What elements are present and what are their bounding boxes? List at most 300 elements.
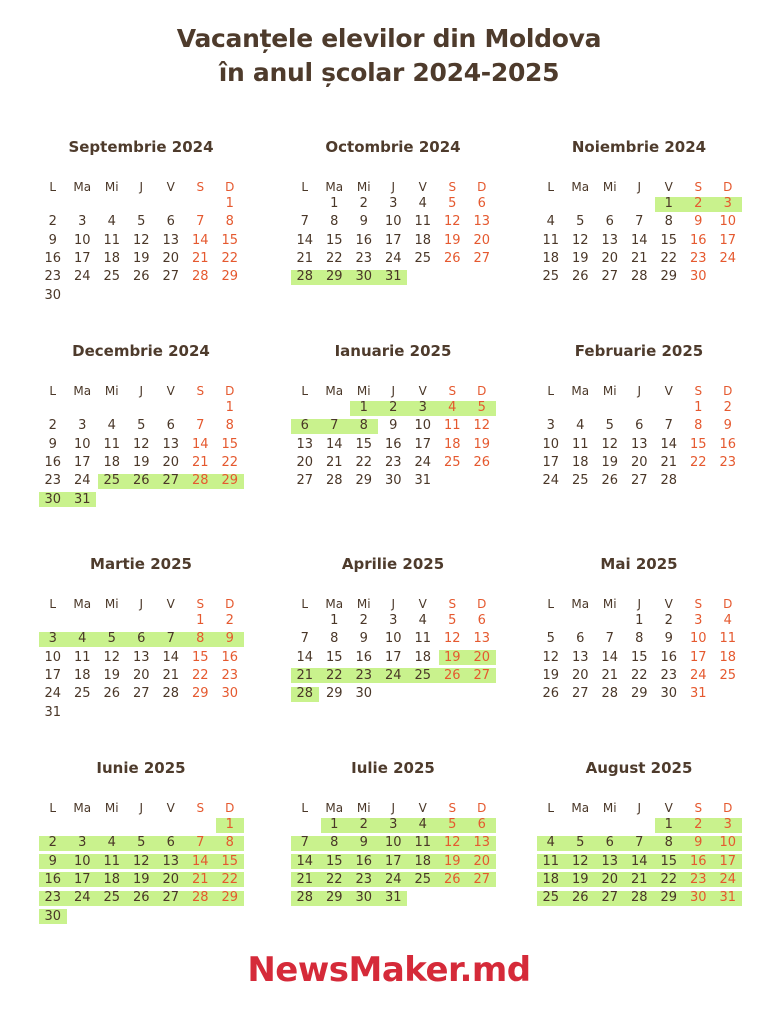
month-title: Septembrie 2024 bbox=[68, 138, 214, 156]
day-cell: 26 bbox=[571, 890, 589, 906]
day-cell: 2 bbox=[664, 613, 673, 628]
weekday-header: D bbox=[723, 180, 733, 194]
day-cell: 12 bbox=[601, 436, 619, 452]
day-cell: 23 bbox=[689, 871, 707, 887]
day-cell: 5 bbox=[137, 418, 146, 434]
day-cell: 14 bbox=[191, 436, 209, 452]
day-cell: 2 bbox=[359, 817, 368, 832]
day-cell: 13 bbox=[473, 214, 491, 230]
day-cell: 6 bbox=[605, 835, 614, 851]
weekday-header: L bbox=[301, 597, 309, 611]
day-cell: 7 bbox=[635, 214, 644, 230]
weekday-header: J bbox=[139, 801, 144, 815]
day-cell: 27 bbox=[162, 269, 180, 285]
day-cell: 21 bbox=[296, 667, 314, 683]
day-cell: 25 bbox=[73, 686, 91, 702]
day-cell: 3 bbox=[389, 613, 398, 628]
weekday-header: D bbox=[225, 597, 235, 611]
weekday-header: V bbox=[166, 597, 175, 611]
day-cell: 23 bbox=[355, 871, 373, 887]
month-title: Februarie 2025 bbox=[574, 342, 704, 360]
day-cell: 5 bbox=[448, 817, 457, 832]
weekday-header: D bbox=[477, 180, 487, 194]
day-cell: 16 bbox=[355, 649, 373, 665]
day-cell: 11 bbox=[542, 853, 560, 869]
day-cell: 1 bbox=[664, 196, 673, 211]
weekday-header: L bbox=[301, 180, 309, 194]
day-cell: 4 bbox=[107, 418, 116, 434]
day-cell: 3 bbox=[418, 400, 427, 415]
weekday-header: L bbox=[49, 801, 57, 815]
day-cell: 10 bbox=[542, 436, 560, 452]
day-cell: 2 bbox=[389, 400, 398, 415]
month-title: Ianuarie 2025 bbox=[334, 342, 452, 360]
day-cell: 14 bbox=[191, 853, 209, 869]
weekday-header: S bbox=[448, 597, 457, 611]
day-cell: 29 bbox=[325, 890, 343, 906]
day-cell: 27 bbox=[630, 473, 648, 489]
day-cell: 28 bbox=[601, 686, 619, 702]
day-cell: 3 bbox=[723, 196, 732, 211]
day-cell: 26 bbox=[571, 269, 589, 285]
day-cell: 5 bbox=[477, 400, 486, 415]
day-cell: 20 bbox=[162, 871, 180, 887]
day-cell: 14 bbox=[191, 232, 209, 248]
day-cell: 14 bbox=[162, 649, 180, 665]
month-title: Iunie 2025 bbox=[96, 759, 186, 777]
weekday-header: L bbox=[547, 384, 555, 398]
day-cell: 3 bbox=[389, 196, 398, 211]
day-cell: 2 bbox=[48, 214, 57, 230]
day-cell: 15 bbox=[325, 232, 343, 248]
day-cell: 30 bbox=[44, 908, 62, 924]
day-cell: 22 bbox=[689, 454, 707, 470]
day-cell: 21 bbox=[191, 250, 209, 266]
day-cell: 9 bbox=[48, 436, 57, 452]
weekday-header: L bbox=[301, 801, 309, 815]
weekday-header: L bbox=[547, 597, 555, 611]
day-cell: 21 bbox=[191, 871, 209, 887]
day-cell: 25 bbox=[414, 871, 432, 887]
day-cell: 8 bbox=[225, 418, 234, 434]
day-cell: 9 bbox=[723, 418, 732, 434]
day-cell: 14 bbox=[601, 649, 619, 665]
day-cell: 12 bbox=[571, 853, 589, 869]
day-cell: 13 bbox=[473, 835, 491, 851]
day-cell: 14 bbox=[660, 436, 678, 452]
day-cell: 16 bbox=[44, 871, 62, 887]
weekday-header: V bbox=[166, 801, 175, 815]
day-cell: 22 bbox=[660, 871, 678, 887]
day-cell: 13 bbox=[571, 649, 589, 665]
day-cell: 19 bbox=[542, 667, 560, 683]
day-cell: 18 bbox=[103, 250, 121, 266]
newsmaker-logo: NewsMaker.md bbox=[247, 950, 531, 990]
day-cell: 29 bbox=[355, 473, 373, 489]
day-cell: 11 bbox=[719, 631, 737, 647]
day-cell: 9 bbox=[694, 214, 703, 230]
month-title: Mai 2025 bbox=[600, 555, 678, 573]
weekday-header: V bbox=[418, 180, 427, 194]
day-cell: 7 bbox=[635, 835, 644, 851]
weekday-header: S bbox=[196, 384, 205, 398]
day-cell: 4 bbox=[576, 418, 585, 434]
weekday-header: S bbox=[196, 801, 205, 815]
day-cell: 28 bbox=[162, 686, 180, 702]
day-cell: 1 bbox=[664, 817, 673, 832]
day-cell: 31 bbox=[44, 704, 62, 720]
day-cell: 13 bbox=[601, 853, 619, 869]
weekday-header: D bbox=[225, 180, 235, 194]
day-cell: 22 bbox=[221, 454, 239, 470]
day-cell: 4 bbox=[107, 835, 116, 851]
weekday-header: L bbox=[547, 801, 555, 815]
day-cell: 28 bbox=[296, 269, 314, 285]
day-cell: 18 bbox=[542, 871, 560, 887]
day-cell: 16 bbox=[44, 250, 62, 266]
day-cell: 17 bbox=[73, 454, 91, 470]
weekday-header: L bbox=[301, 384, 309, 398]
day-cell: 27 bbox=[571, 686, 589, 702]
day-cell: 8 bbox=[664, 214, 673, 230]
day-cell: 15 bbox=[221, 853, 239, 869]
day-cell: 24 bbox=[689, 667, 707, 683]
day-cell: 16 bbox=[355, 853, 373, 869]
day-cell: 19 bbox=[132, 250, 150, 266]
day-cell: 22 bbox=[355, 454, 373, 470]
day-cell: 5 bbox=[546, 631, 555, 647]
day-cell: 16 bbox=[719, 436, 737, 452]
weekday-header: L bbox=[547, 180, 555, 194]
day-cell: 30 bbox=[689, 890, 707, 906]
day-cell: 15 bbox=[630, 649, 648, 665]
day-cell: 7 bbox=[300, 214, 309, 230]
day-cell: 26 bbox=[601, 473, 619, 489]
day-cell: 22 bbox=[325, 667, 343, 683]
day-cell: 4 bbox=[78, 631, 87, 647]
day-cell: 26 bbox=[443, 250, 461, 266]
day-cell: 7 bbox=[196, 835, 205, 851]
day-cell: 23 bbox=[689, 250, 707, 266]
day-cell: 19 bbox=[443, 649, 461, 665]
month-title: Iulie 2025 bbox=[351, 759, 435, 777]
day-cell: 12 bbox=[132, 853, 150, 869]
day-cell: 21 bbox=[601, 667, 619, 683]
weekday-header: D bbox=[723, 597, 733, 611]
day-cell: 18 bbox=[414, 649, 432, 665]
day-cell: 19 bbox=[443, 232, 461, 248]
weekday-header: Ma bbox=[73, 597, 92, 611]
day-cell: 1 bbox=[225, 196, 234, 211]
day-cell: 1 bbox=[330, 817, 339, 832]
day-cell: 28 bbox=[296, 890, 314, 906]
day-cell: 25 bbox=[542, 890, 560, 906]
day-cell: 28 bbox=[325, 473, 343, 489]
day-cell: 30 bbox=[355, 890, 373, 906]
day-cell: 24 bbox=[719, 871, 737, 887]
day-cell: 13 bbox=[162, 853, 180, 869]
day-cell: 5 bbox=[448, 196, 457, 211]
day-cell: 26 bbox=[443, 667, 461, 683]
weekday-header: D bbox=[477, 597, 487, 611]
weekday-header: L bbox=[49, 384, 57, 398]
day-cell: 8 bbox=[330, 835, 339, 851]
day-cell: 12 bbox=[443, 214, 461, 230]
day-cell: 30 bbox=[660, 686, 678, 702]
weekday-header: Mi bbox=[356, 801, 371, 815]
day-cell: 16 bbox=[384, 436, 402, 452]
day-cell: 4 bbox=[418, 613, 427, 628]
day-cell: 21 bbox=[630, 871, 648, 887]
day-cell: 11 bbox=[414, 214, 432, 230]
day-cell: 15 bbox=[689, 436, 707, 452]
day-cell: 21 bbox=[162, 667, 180, 683]
day-cell: 20 bbox=[571, 667, 589, 683]
day-cell: 18 bbox=[414, 232, 432, 248]
day-cell: 9 bbox=[694, 835, 703, 851]
day-cell: 17 bbox=[44, 667, 62, 683]
day-cell: 23 bbox=[660, 667, 678, 683]
day-cell: 17 bbox=[542, 454, 560, 470]
day-cell: 22 bbox=[660, 250, 678, 266]
weekday-header: V bbox=[418, 801, 427, 815]
day-cell: 10 bbox=[414, 418, 432, 434]
weekday-header: V bbox=[418, 597, 427, 611]
day-cell: 31 bbox=[689, 686, 707, 702]
day-cell: 24 bbox=[73, 269, 91, 285]
day-cell: 4 bbox=[107, 214, 116, 230]
day-cell: 13 bbox=[630, 436, 648, 452]
day-cell: 24 bbox=[384, 667, 402, 683]
day-cell: 16 bbox=[660, 649, 678, 665]
day-cell: 20 bbox=[132, 667, 150, 683]
day-cell: 25 bbox=[571, 473, 589, 489]
day-cell: 31 bbox=[414, 473, 432, 489]
day-cell: 28 bbox=[630, 269, 648, 285]
weekday-header: J bbox=[391, 384, 396, 398]
day-cell: 14 bbox=[296, 649, 314, 665]
day-cell: 21 bbox=[630, 250, 648, 266]
day-cell: 2 bbox=[723, 400, 732, 415]
day-cell: 17 bbox=[73, 250, 91, 266]
month-title: Martie 2025 bbox=[90, 555, 192, 573]
day-cell: 15 bbox=[191, 649, 209, 665]
day-cell: 14 bbox=[630, 232, 648, 248]
weekday-header: L bbox=[49, 180, 57, 194]
day-cell: 6 bbox=[576, 631, 585, 647]
weekday-header: Ma bbox=[571, 801, 590, 815]
weekday-header: J bbox=[637, 384, 642, 398]
weekday-header: J bbox=[637, 801, 642, 815]
day-cell: 1 bbox=[225, 817, 234, 832]
day-cell: 7 bbox=[664, 418, 673, 434]
day-cell: 6 bbox=[477, 196, 486, 211]
day-cell: 23 bbox=[221, 667, 239, 683]
day-cell: 27 bbox=[132, 686, 150, 702]
day-cell: 7 bbox=[196, 418, 205, 434]
weekday-header: V bbox=[664, 801, 673, 815]
day-cell: 11 bbox=[542, 232, 560, 248]
day-cell: 16 bbox=[221, 649, 239, 665]
day-cell: 27 bbox=[473, 871, 491, 887]
day-cell: 21 bbox=[296, 871, 314, 887]
weekday-header: L bbox=[49, 597, 57, 611]
weekday-header: S bbox=[694, 180, 703, 194]
day-cell: 27 bbox=[473, 667, 491, 683]
day-cell: 24 bbox=[719, 250, 737, 266]
day-cell: 26 bbox=[542, 686, 560, 702]
day-cell: 16 bbox=[355, 232, 373, 248]
day-cell: 13 bbox=[473, 631, 491, 647]
day-cell: 25 bbox=[103, 890, 121, 906]
day-cell: 31 bbox=[384, 269, 402, 285]
day-cell: 29 bbox=[221, 473, 239, 489]
day-cell: 9 bbox=[359, 631, 368, 647]
day-cell: 25 bbox=[443, 454, 461, 470]
day-cell: 5 bbox=[107, 631, 116, 647]
day-cell: 27 bbox=[296, 473, 314, 489]
weekday-header: Mi bbox=[104, 180, 119, 194]
day-cell: 1 bbox=[196, 613, 205, 628]
weekday-header: V bbox=[664, 597, 673, 611]
day-cell: 29 bbox=[221, 269, 239, 285]
weekday-header: S bbox=[448, 180, 457, 194]
day-cell: 21 bbox=[660, 454, 678, 470]
day-cell: 27 bbox=[162, 473, 180, 489]
weekday-header: D bbox=[225, 801, 235, 815]
day-cell: 22 bbox=[191, 667, 209, 683]
day-cell: 15 bbox=[325, 853, 343, 869]
day-cell: 3 bbox=[389, 817, 398, 832]
day-cell: 17 bbox=[414, 436, 432, 452]
day-cell: 13 bbox=[162, 232, 180, 248]
day-cell: 19 bbox=[132, 454, 150, 470]
day-cell: 17 bbox=[73, 871, 91, 887]
day-cell: 10 bbox=[384, 631, 402, 647]
day-cell: 13 bbox=[162, 436, 180, 452]
day-cell: 17 bbox=[719, 853, 737, 869]
day-cell: 10 bbox=[73, 436, 91, 452]
day-cell: 11 bbox=[103, 436, 121, 452]
day-cell: 18 bbox=[103, 871, 121, 887]
month-title: Octombrie 2024 bbox=[325, 138, 461, 156]
day-cell: 14 bbox=[630, 853, 648, 869]
weekday-header: Mi bbox=[602, 180, 617, 194]
day-cell: 29 bbox=[630, 686, 648, 702]
month-title: Noiembrie 2024 bbox=[571, 138, 707, 156]
weekday-header: Mi bbox=[602, 384, 617, 398]
day-cell: 1 bbox=[694, 400, 703, 415]
day-cell: 15 bbox=[325, 649, 343, 665]
weekday-header: S bbox=[694, 384, 703, 398]
weekday-header: J bbox=[139, 597, 144, 611]
day-cell: 17 bbox=[384, 649, 402, 665]
day-cell: 26 bbox=[132, 890, 150, 906]
day-cell: 15 bbox=[221, 436, 239, 452]
weekday-header: S bbox=[196, 180, 205, 194]
day-cell: 25 bbox=[414, 667, 432, 683]
day-cell: 5 bbox=[137, 835, 146, 851]
day-cell: 4 bbox=[546, 214, 555, 230]
weekday-header: Mi bbox=[602, 801, 617, 815]
day-cell: 15 bbox=[221, 232, 239, 248]
day-cell: 20 bbox=[601, 871, 619, 887]
day-cell: 28 bbox=[660, 473, 678, 489]
day-cell: 17 bbox=[689, 649, 707, 665]
day-cell: 20 bbox=[162, 250, 180, 266]
day-cell: 2 bbox=[359, 613, 368, 628]
day-cell: 6 bbox=[166, 835, 175, 851]
day-cell: 28 bbox=[191, 269, 209, 285]
day-cell: 18 bbox=[103, 454, 121, 470]
day-cell: 20 bbox=[473, 649, 491, 665]
day-cell: 19 bbox=[571, 250, 589, 266]
weekday-header: Mi bbox=[356, 180, 371, 194]
day-cell: 11 bbox=[414, 631, 432, 647]
day-cell: 4 bbox=[546, 835, 555, 851]
day-cell: 6 bbox=[166, 214, 175, 230]
day-cell: 20 bbox=[473, 853, 491, 869]
day-cell: 7 bbox=[300, 631, 309, 647]
day-cell: 12 bbox=[571, 232, 589, 248]
day-cell: 23 bbox=[719, 454, 737, 470]
day-cell: 12 bbox=[473, 418, 491, 434]
day-cell: 8 bbox=[635, 631, 644, 647]
day-cell: 7 bbox=[605, 631, 614, 647]
day-cell: 26 bbox=[473, 454, 491, 470]
weekday-header: V bbox=[664, 384, 673, 398]
day-cell: 12 bbox=[132, 436, 150, 452]
day-cell: 26 bbox=[132, 269, 150, 285]
day-cell: 23 bbox=[355, 250, 373, 266]
day-cell: 7 bbox=[330, 418, 339, 434]
day-cell: 5 bbox=[137, 214, 146, 230]
day-cell: 2 bbox=[694, 817, 703, 832]
day-cell: 11 bbox=[414, 835, 432, 851]
weekday-header: D bbox=[477, 384, 487, 398]
day-cell: 4 bbox=[418, 817, 427, 832]
day-cell: 8 bbox=[330, 214, 339, 230]
month-title: August 2025 bbox=[585, 759, 693, 777]
weekday-header: Mi bbox=[104, 801, 119, 815]
weekday-header: S bbox=[694, 597, 703, 611]
day-cell: 30 bbox=[689, 269, 707, 285]
day-cell: 5 bbox=[448, 613, 457, 628]
weekday-header: Mi bbox=[356, 597, 371, 611]
day-cell: 24 bbox=[73, 890, 91, 906]
weekday-header: J bbox=[139, 180, 144, 194]
day-cell: 8 bbox=[664, 835, 673, 851]
day-cell: 1 bbox=[635, 613, 644, 628]
weekday-header: Ma bbox=[325, 801, 344, 815]
page-title bbox=[0, 22, 778, 90]
day-cell: 18 bbox=[443, 436, 461, 452]
weekday-header: S bbox=[694, 801, 703, 815]
day-cell: 14 bbox=[325, 436, 343, 452]
day-cell: 11 bbox=[103, 853, 121, 869]
day-cell: 12 bbox=[443, 631, 461, 647]
day-cell: 25 bbox=[719, 667, 737, 683]
day-cell: 2 bbox=[225, 613, 234, 628]
day-cell: 13 bbox=[601, 232, 619, 248]
day-cell: 8 bbox=[225, 214, 234, 230]
day-cell: 6 bbox=[605, 214, 614, 230]
day-cell: 13 bbox=[132, 649, 150, 665]
day-cell: 29 bbox=[325, 269, 343, 285]
weekday-header: Ma bbox=[325, 180, 344, 194]
weekday-header: Mi bbox=[356, 384, 371, 398]
day-cell: 5 bbox=[576, 214, 585, 230]
